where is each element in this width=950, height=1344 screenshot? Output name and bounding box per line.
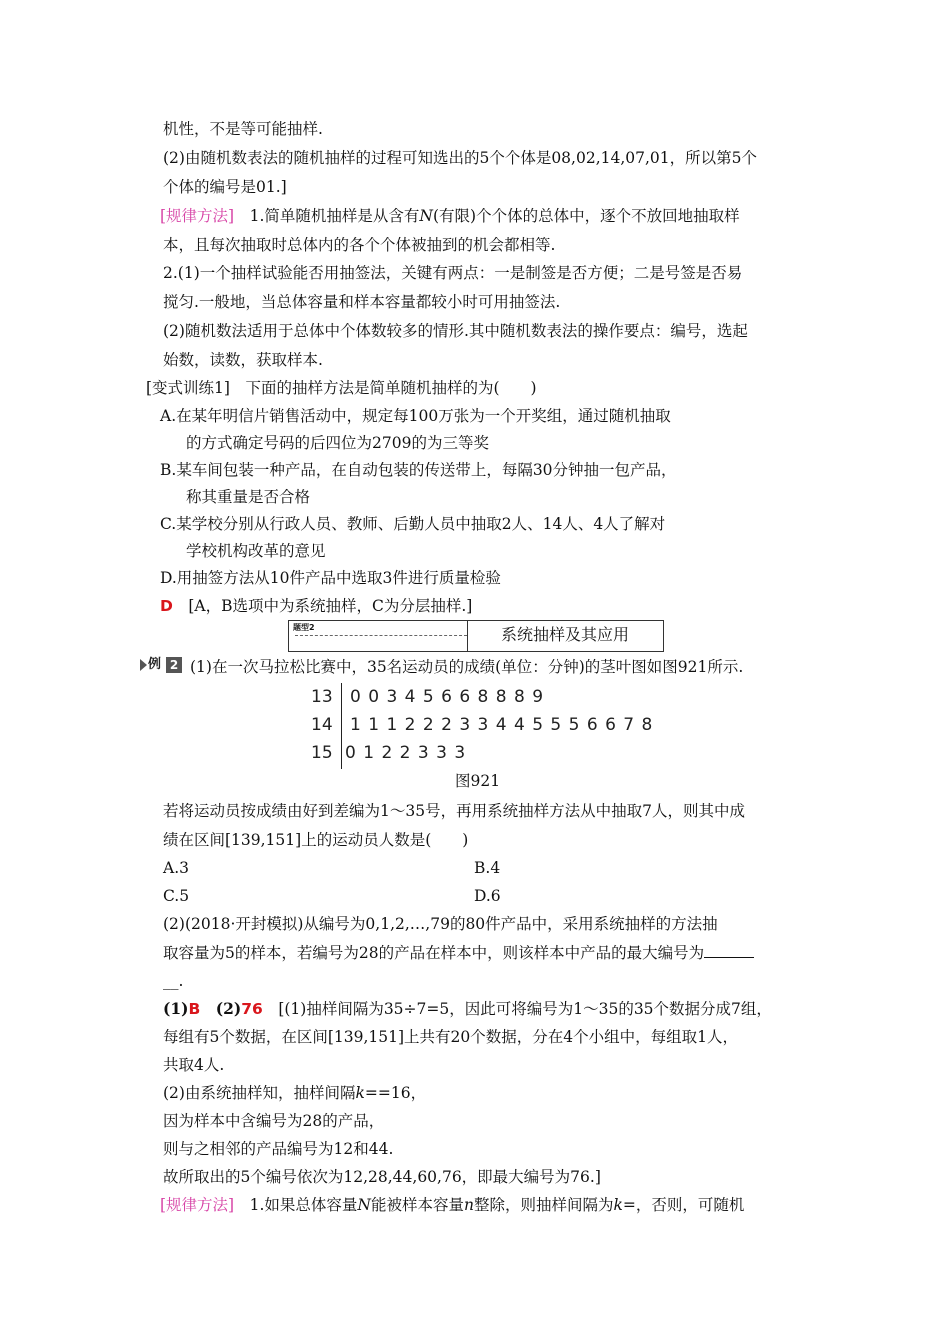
banner-title: 系统抽样及其应用 [500,625,629,644]
answer-letter: D [160,597,173,615]
text-line: 搅匀.一般地，当总体容量和样本容量都较小时可用抽签法. [163,293,561,311]
answer-blank [704,943,754,958]
stem-leaf-divider [341,683,342,769]
choice-c: C.5 [163,887,190,905]
choice-b: B.4 [474,859,501,877]
example-question-1: (1)在一次马拉松比赛中，35名运动员的成绩(单位：分钟)的茎叶图如图921所示. [190,658,744,676]
leaf-values: 0 1 2 2 3 3 3 [345,743,466,763]
text-line: 始数，读数，获取样本. [163,351,323,369]
text-line: 故所取出的5个编号依次为12,28,44,60,76，即最大编号为76.] [163,1168,601,1186]
method-label: [规律方法] [160,207,235,225]
text-line: 个体的编号是01.] [163,178,287,196]
method-paragraph-2: [规律方法] 1.如果总体容量N能被样本容量n整除，则抽样间隔为k=，否则，可随机 [160,1196,745,1214]
text-line: 每组有5个数据，在区间[139,151]上共有20个数据，分在4个小组中，每组取1人， [163,1028,739,1046]
stem-value: 14 [311,715,333,735]
triangle-icon [140,659,147,671]
method-label: [规律方法] [160,1196,235,1214]
text-line: 2.(1)一个抽样试验能否用抽签法，关键有两点：一是制签是否方便；二是号签是否易 [163,264,743,282]
option-c-cont: 学校机构改革的意见 [186,542,326,560]
answer-2: 76 [241,1000,263,1018]
option-c: C.某学校分别从行政人员、教师、后勤人员中抽取2人、14人、4人了解对 [160,515,666,533]
text-line: 共取4人. [163,1056,225,1074]
text-line: (2)由随机数表法的随机抽样的过程可知选出的5个个体是08,02,14,07,01，所以第5个 [163,149,758,167]
banner-divider [295,635,467,636]
text-line: (2)(2018·开封模拟)从编号为0,1,2,…,79的80件产品中，采用系统抽样的方法抽 [163,915,718,933]
variant-question: [变式训练1] 下面的抽样方法是简单随机抽样的为( ) [146,379,537,397]
section-banner [288,620,664,652]
leaf-values: 0 0 3 4 5 6 6 8 8 8 9 [350,687,544,707]
figure-caption: 图921 [455,772,501,790]
method-paragraph-1: [规律方法] 1.简单随机抽样是从含有N(有限)个个体的总体中，逐个不放回地抽取样 [160,207,740,225]
text-line: (2)随机数法适用于总体中个体数较多的情形.其中随机数表法的操作要点：编号，选起 [163,322,748,340]
choice-d: D.6 [474,887,501,905]
stem-value: 15 [311,743,333,763]
text-line: 则与之相邻的产品编号为12和44. [163,1140,394,1158]
text-line: 本，且每次抽取时总体内的各个个体被抽到的机会都相等. [163,236,556,254]
answer-1: B [188,1000,201,1018]
leaf-values: 1 1 1 2 2 2 3 3 4 4 5 5 5 6 6 7 8 [350,715,653,735]
example-badge: 例 2 [140,656,184,674]
variable-N: N [419,207,433,225]
variant-answer: D [A，B选项中为系统抽样，C为分层抽样.] [160,597,473,615]
option-a-cont: 的方式确定号码的后四位为2709的为三等奖 [186,434,489,452]
option-b: B.某车间包装一种产品，在自动包装的传送带上，每隔30分钟抽一包产品， [160,461,677,479]
text-line: __. [163,972,184,990]
choice-a: A.3 [163,859,189,877]
text-line: 绩在区间[139,151]上的运动员人数是( ) [163,831,469,849]
question-2-line: 取容量为5的样本，若编号为28的产品在样本中，则该样本中产品的最大编号为 [163,942,754,964]
stem-value: 13 [311,687,333,707]
variable-k: k [355,1084,365,1102]
option-b-cont: 称其重量是否合格 [186,488,311,506]
text-line: 若将运动员按成绩由好到差编为1～35号，再用系统抽样方法从中抽取7人，则其中成 [163,802,745,820]
solution-line: (2)由系统抽样知，抽样间隔k==16， [163,1084,427,1102]
banner-tag: 题型2 [293,623,315,632]
option-a: A.在某年明信片销售活动中，规定每100万张为一个开奖组，通过随机抽取 [160,407,671,425]
text-line: 因为样本中含编号为28的产品， [163,1112,385,1130]
solution-line: (1)B (2)76 [(1)抽样间隔为35÷7=5，因此可将编号为1～35的35个数据分成7组， [163,999,772,1018]
option-d: D.用抽签方法从10件产品中选取3件进行质量检验 [160,569,501,587]
text-line: 机性，不是等可能抽样. [163,120,323,138]
